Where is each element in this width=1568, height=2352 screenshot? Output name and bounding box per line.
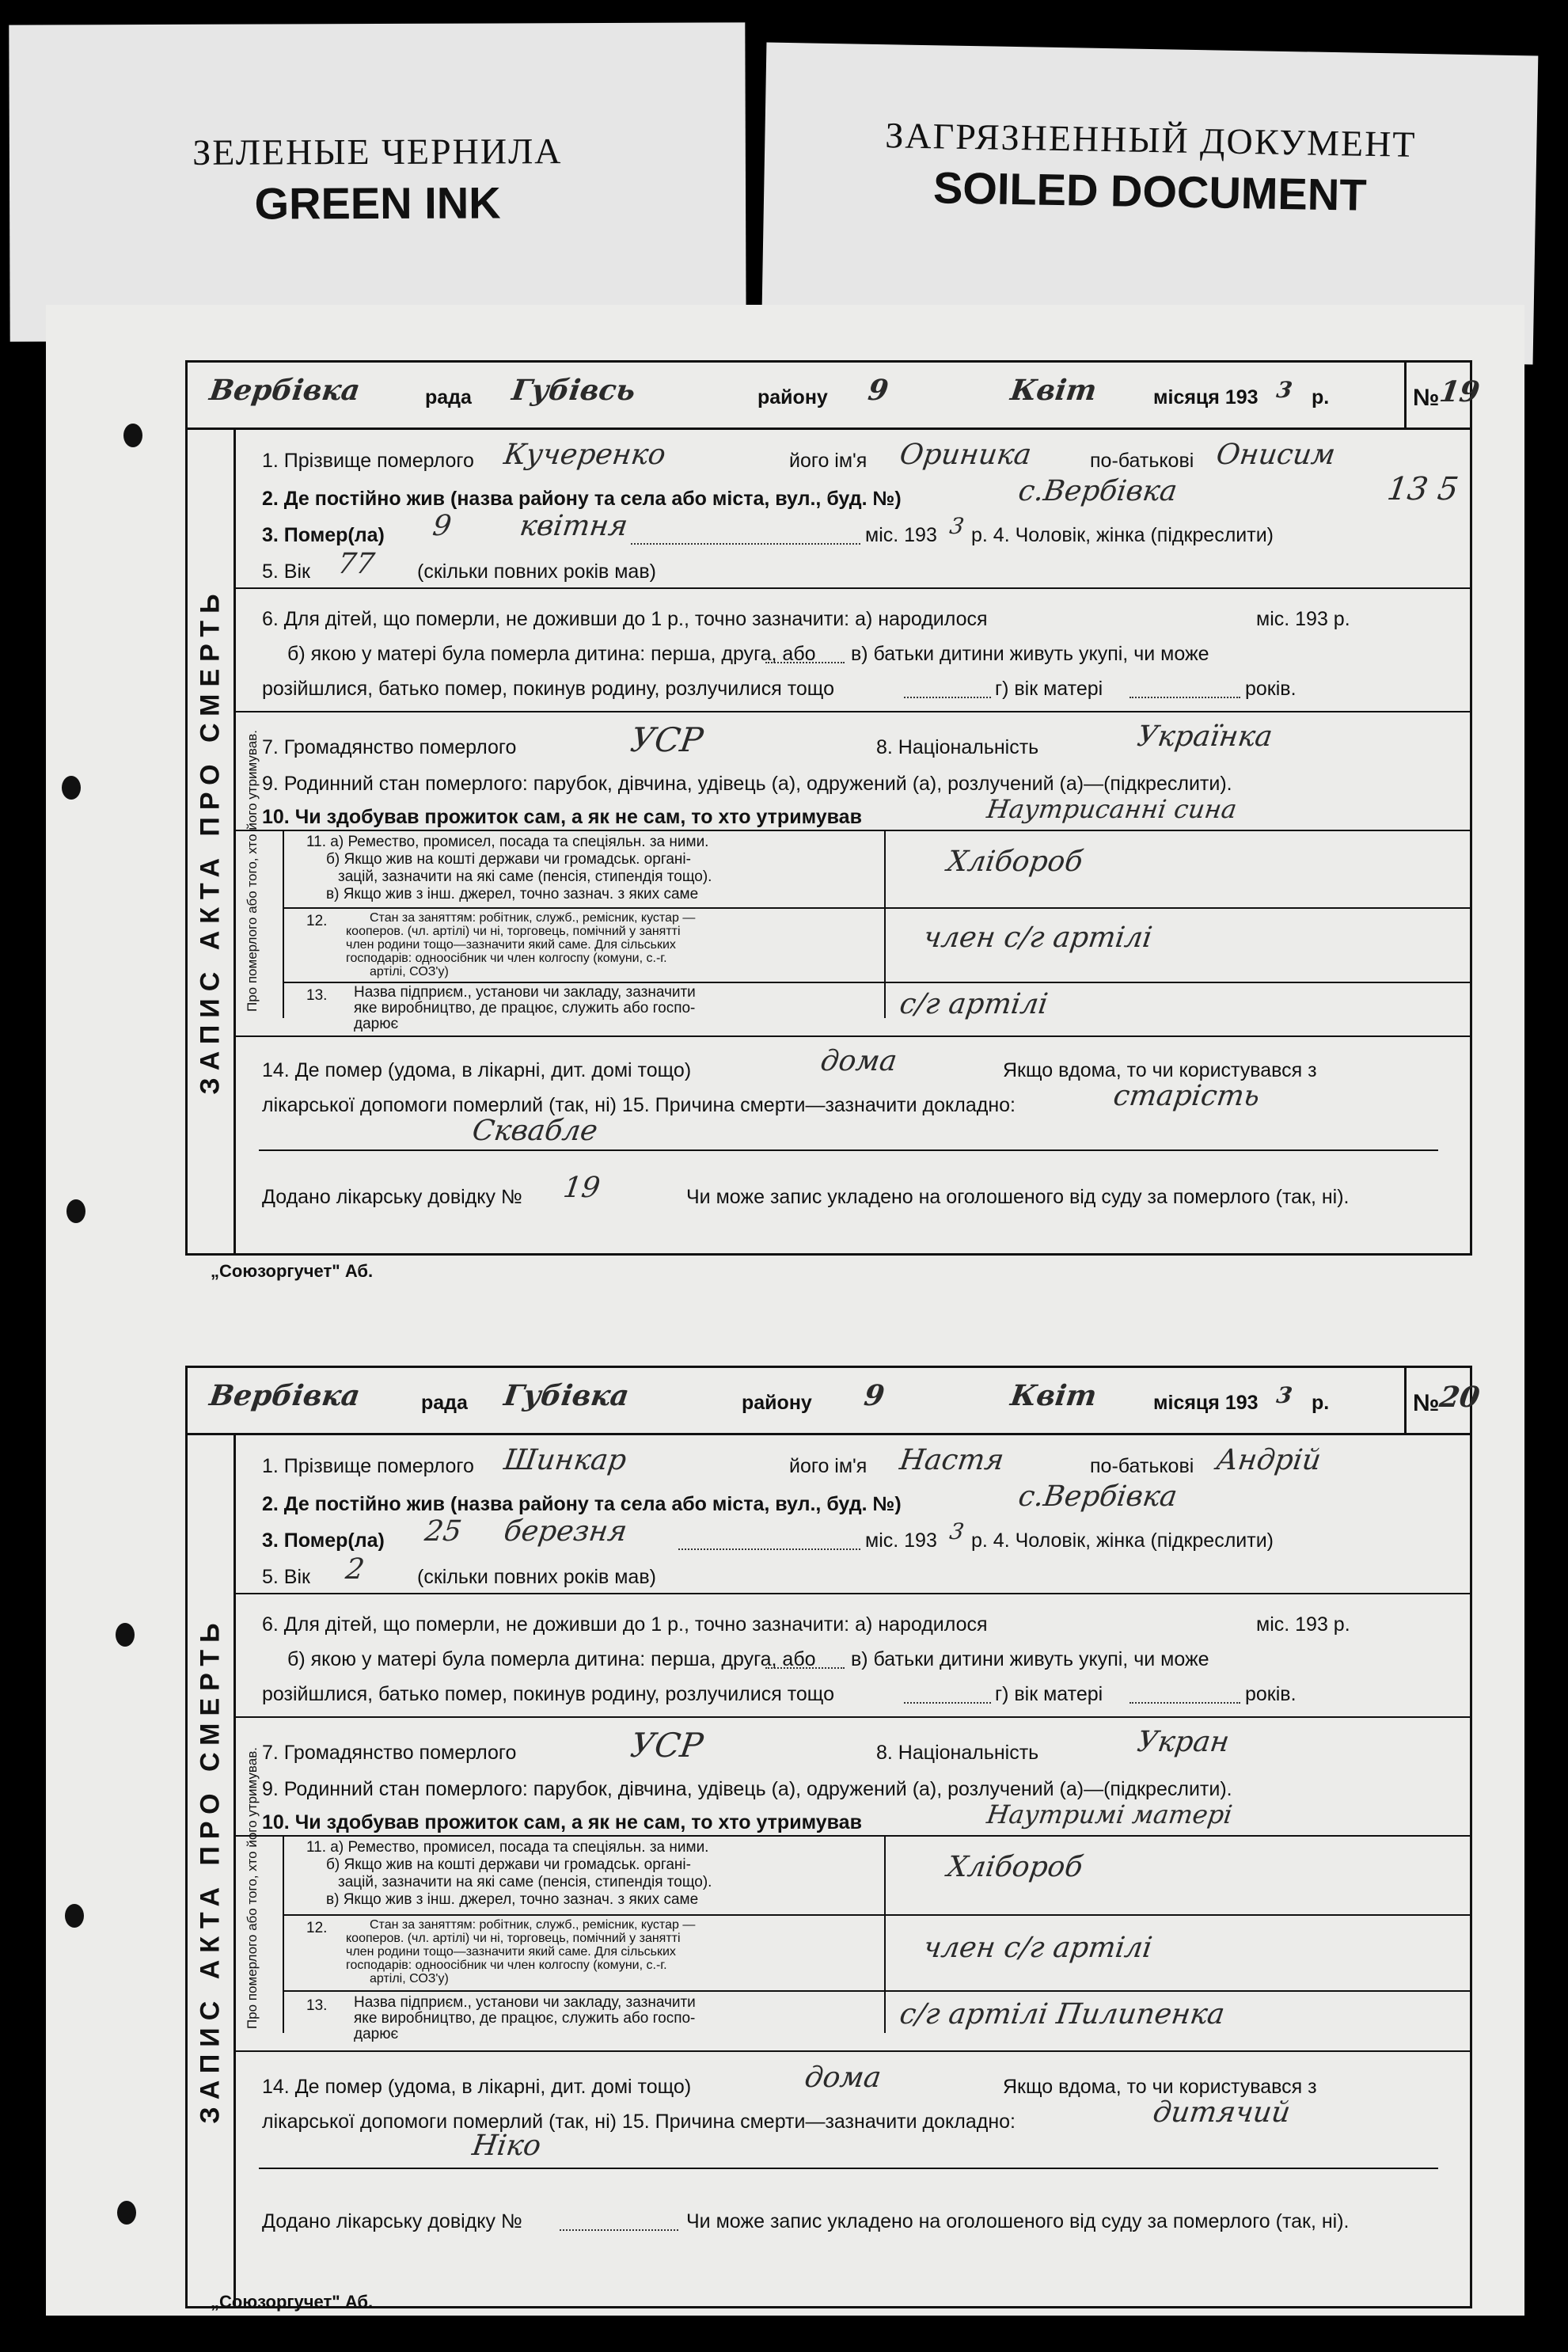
death-record-form-2 <box>185 1366 1483 2308</box>
death-day-value: 25 <box>423 1515 464 1548</box>
record-number-box <box>1404 1368 1483 1433</box>
status-label-d: господарів: одноосібник чи член колгоспу (комуни, с.-г. <box>346 1959 667 1972</box>
child-born-label: 6. Для дітей, що померли, не доживши до 1 р., точно зазначити: а) народилося <box>262 608 988 630</box>
vertical-title: ЗАПИС АКТА ПРО СМЕРТЬ <box>195 1615 226 2124</box>
workplace-number: 13. <box>306 987 328 1004</box>
court-label: Чи може запис укладено на оголошеного від суду за померлого (так, ні). <box>686 1186 1350 1208</box>
punch-hole <box>116 1623 135 1647</box>
patronymic-label: по-батькові <box>1090 1455 1194 1477</box>
vertical-title: ЗАПИС АКТА ПРО СМЕРТЬ <box>195 586 226 1095</box>
punch-hole <box>117 2201 136 2225</box>
occupation-value: Хлібороб <box>945 1851 1085 1883</box>
month-value: Квіт <box>1008 374 1099 407</box>
status-label-c: член родини тощо—зазначити який саме. Для сільських <box>346 938 676 952</box>
age-note: (скільки повних років мав) <box>417 1566 656 1588</box>
death-place-value: дома <box>803 2061 883 2094</box>
supported-by-value: Наутримі матері <box>985 1799 1235 1830</box>
punch-hole <box>65 1904 84 1928</box>
child-order-label: б) якою у матері була померла дитина: перша, друга, або <box>287 643 816 665</box>
workplace-label-a: Назва підприєм., установи чи закладу, зазначити <box>354 1994 696 2011</box>
name-label: його ім'я <box>789 1455 868 1477</box>
nationality-label: 8. Національність <box>876 736 1039 758</box>
occupation-label-a: 11. а) Ремество, промисел, посада та спеціяльн. за ними. <box>306 1839 709 1856</box>
label-english: GREEN INK <box>254 177 501 229</box>
vertical-title-bar <box>188 1433 236 2306</box>
number-label: № <box>1413 385 1440 411</box>
medical-help-value: Ніко <box>470 2130 543 2162</box>
residence-label: 2. Де постійно жив (назва району та села або міста, вул., буд. №) <box>262 488 902 510</box>
home-help-label: Якщо вдома, то чи користувався з <box>1003 2076 1317 2098</box>
misyatsia-label: місяця 193 <box>1153 386 1259 408</box>
workplace-value: с/г артілі Пилипенка <box>898 1998 1227 2031</box>
marital-status-label: 9. Родинний стан померлого: парубок, дівчина, удівець (а), одружений (а), розлучений (а)—(підкреслити). <box>262 773 1232 795</box>
surname-label: 1. Прізвище померлого <box>262 450 474 472</box>
margin-note: 13 5 <box>1384 471 1461 507</box>
death-year-label: міс. 193 <box>865 524 937 546</box>
workplace-value: с/г артілі <box>898 988 1050 1020</box>
label-english: SOILED DOCUMENT <box>932 162 1368 220</box>
age-label: 5. Вік <box>262 1566 310 1588</box>
age-value: 2 <box>344 1553 366 1586</box>
workplace-label-b: яке виробництво, де працює, служить або госпо- <box>354 1000 696 1016</box>
patronymic-label: по-батькові <box>1090 450 1194 472</box>
residence-value: с.Вербівка <box>1016 475 1179 507</box>
nationality-value: Укран <box>1135 1726 1232 1758</box>
medical-help-value: Сквабле <box>470 1115 600 1147</box>
village-value: Вербівка <box>207 374 363 407</box>
citizenship-value: УСР <box>628 1726 706 1765</box>
child-born-label: 6. Для дітей, що померли, не доживши до 1 р., точно зазначити: а) народилося <box>262 1613 988 1636</box>
record-number-box <box>1404 363 1483 427</box>
workplace-number: 13. <box>306 1997 328 2014</box>
child-born-month: міс. 193 р. <box>1256 1613 1350 1636</box>
parents-cont-label: розійшлися, батько помер, покинув родину, розлучилися тощо <box>262 1683 834 1705</box>
rayonu-label: району <box>742 1392 812 1414</box>
day-value: 9 <box>866 374 891 407</box>
occupation-label-b: б) Якщо жив на коштi держави чи громадськ. органі- <box>326 1856 691 1873</box>
occupation-label-c: зацій, зазначити на які саме (пенсія, стипендія тощо). <box>338 868 712 885</box>
year-digit: 3 <box>1274 1382 1294 1408</box>
nationality-value: Українка <box>1135 720 1275 753</box>
parents-label: в) батьки дитини живуть укупі, чи може <box>851 1648 1209 1670</box>
home-help-label: Якщо вдома, то чи користувався з <box>1003 1059 1317 1081</box>
mother-age-label: г) вік матері <box>995 1683 1103 1705</box>
name-label: його ім'я <box>789 450 868 472</box>
workplace-label-a: Назва підприєм., установи чи закладу, зазначити <box>354 984 696 1001</box>
status-label-d: господарів: одноосібник чи член колгоспу (комуни, с.-г. <box>346 952 667 965</box>
death-year-digit: 3 <box>947 1518 966 1545</box>
citizenship-label: 7. Громадянство померлого <box>262 736 517 758</box>
record-number: 19 <box>1437 375 1483 408</box>
citizenship-label: 7. Громадянство померлого <box>262 1742 517 1764</box>
occupation-label-d: в) Якщо жив з інш. джерел, точно зазнач. з яких саме <box>326 1891 699 1908</box>
punch-hole <box>62 776 81 800</box>
status-label-c: член родини тощо—зазначити який саме. Для сільських <box>346 1945 676 1959</box>
status-value: член с/г артілі <box>921 921 1155 954</box>
label-russian: ЗАГРЯЗНЕННЫЙ ДОКУМЕНТ <box>884 115 1417 165</box>
cause-value: дитячий <box>1151 2096 1293 2129</box>
years-label: років. <box>1245 1683 1297 1705</box>
mother-age-label: г) вік матері <box>995 678 1103 700</box>
death-month-value: березня <box>502 1515 629 1548</box>
occupation-label-d: в) Якщо жив з інш. джерел, точно зазнач. з яких саме <box>326 886 699 902</box>
patronymic-value: Андрій <box>1214 1444 1323 1476</box>
workplace-label-c: дарює <box>354 2026 399 2042</box>
r-label: р. <box>1312 386 1330 408</box>
name-value: Ориника <box>898 439 1034 471</box>
side-subtitle: Про померлого або того, хто його утримував. <box>245 1747 260 2029</box>
document-sheet <box>46 305 1524 2316</box>
status-number: 12. <box>306 913 328 929</box>
status-label-a: Стан за заняттям: робітник, служб., ремісник, кустар — <box>370 911 696 925</box>
age-note: (скільки повних років мав) <box>417 560 656 583</box>
punch-hole <box>66 1199 85 1223</box>
status-label-b: кооперов. (чл. артілі) чи ні, торговець, помічний у занятті <box>346 1932 681 1945</box>
residence-value: с.Вербівка <box>1016 1480 1179 1513</box>
death-place-label: 14. Де помер (удома, в лікарні, дит. домі тощо) <box>262 1059 692 1081</box>
child-order-label: б) якою у матері була померла дитина: перша, друга, або <box>287 1648 816 1670</box>
side-subtitle: Про померлого або того, хто його утримував. <box>245 730 260 1012</box>
rada-label: рада <box>421 1392 468 1414</box>
death-record-form-1 <box>185 360 1483 1256</box>
cause-label: лікарської допомоги померлий (так, ні) 15. Причина смерти—зазначити докладно: <box>262 2111 1016 2133</box>
status-number: 12. <box>306 1920 328 1936</box>
form-footer: „Союзоргучет" Аб. <box>211 2292 374 2312</box>
death-day-value: 9 <box>431 510 454 542</box>
year-digit: 3 <box>1274 377 1294 403</box>
death-date-label: 3. Помер(ла) <box>262 1529 385 1552</box>
parents-label: в) батьки дитини живуть укупі, чи може <box>851 643 1209 665</box>
occupation-label-c: зацій, зазначити на які саме (пенсія, стипендія тощо). <box>338 1874 712 1890</box>
certificate-value: 19 <box>561 1172 602 1204</box>
day-value: 9 <box>862 1379 887 1412</box>
label-russian: ЗЕЛЕНЫЕ ЧЕРНИЛА <box>192 131 563 173</box>
parents-cont-label: розійшлися, батько помер, покинув родину, розлучилися тощо <box>262 678 834 700</box>
council-value: Губівсь <box>510 374 638 407</box>
number-label: № <box>1413 1390 1440 1416</box>
court-label: Чи може запис укладено на оголошеного від суду за померлого (так, ні). <box>686 2210 1350 2232</box>
form-header <box>188 363 1483 430</box>
patronymic-value: Онисим <box>1214 439 1338 471</box>
punch-hole <box>123 424 142 447</box>
death-place-value: дома <box>818 1045 899 1077</box>
village-value: Вербівка <box>207 1379 363 1412</box>
supported-by-value: Наутрисанні сина <box>985 794 1239 824</box>
rayonu-label: району <box>757 386 828 408</box>
status-label-b: кооперов. (чл. артілі) чи ні, торговець, помічний у занятті <box>346 925 681 938</box>
surname-value: Кучеренко <box>502 439 668 471</box>
age-value: 77 <box>336 548 377 580</box>
record-number: 20 <box>1437 1381 1483 1414</box>
vertical-title-bar <box>188 427 236 1253</box>
supported-by-label: 10. Чи здобував прожиток сам, а як не сам, то хто утримував <box>262 1811 862 1833</box>
status-label-e: артілі, СОЗ'у) <box>370 1972 449 1985</box>
nationality-label: 8. Національність <box>876 1742 1039 1764</box>
supported-by-label: 10. Чи здобував прожиток сам, а як не сам, то хто утримував <box>262 806 862 828</box>
certificate-label: Додано лікарську довідку № <box>262 2210 522 2232</box>
death-year-digit: 3 <box>947 513 966 539</box>
occupation-value: Хлібороб <box>945 845 1085 878</box>
status-label-e: артілі, СОЗ'у) <box>370 965 449 978</box>
death-date-label: 3. Помер(ла) <box>262 524 385 546</box>
death-month-value: квітня <box>518 510 630 542</box>
gender-label: р. 4. Чоловік, жінка (підкреслити) <box>971 1529 1274 1552</box>
form-header <box>188 1368 1483 1435</box>
name-value: Настя <box>898 1444 1006 1476</box>
occupation-label-a: 11. а) Ремество, промисел, посада та спеціяльн. за ними. <box>306 834 709 850</box>
status-value: член с/г артілі <box>921 1932 1155 1964</box>
misyatsia-label: місяця 193 <box>1153 1392 1259 1414</box>
cause-label: лікарської допомоги померлий (так, ні) 15. Причина смерти—зазначити докладно: <box>262 1094 1016 1116</box>
surname-label: 1. Прізвище померлого <box>262 1455 474 1477</box>
workplace-label-c: дарює <box>354 1016 399 1032</box>
occupation-label-b: б) Якщо жив на коштi держави чи громадськ. органі- <box>326 851 691 868</box>
death-place-label: 14. Де помер (удома, в лікарні, дит. домі тощо) <box>262 2076 692 2098</box>
rada-label: рада <box>425 386 472 408</box>
gender-label: р. 4. Чоловік, жінка (підкреслити) <box>971 524 1274 546</box>
r-label: р. <box>1312 1392 1330 1414</box>
child-born-month: міс. 193 р. <box>1256 608 1350 630</box>
death-year-label: міс. 193 <box>865 1529 937 1552</box>
workplace-label-b: яке виробництво, де працює, служить або госпо- <box>354 2010 696 2027</box>
marital-status-label: 9. Родинний стан померлого: парубок, дівчина, удівець (а), одружений (а), розлучений (а)—(підкреслити). <box>262 1778 1232 1800</box>
years-label: років. <box>1245 678 1297 700</box>
month-value: Квіт <box>1008 1379 1099 1412</box>
residence-label: 2. Де постійно жив (назва району та села або міста, вул., буд. №) <box>262 1493 902 1515</box>
cause-value: старість <box>1111 1080 1262 1112</box>
certificate-label: Додано лікарську довідку № <box>262 1186 522 1208</box>
status-label-a: Стан за заняттям: робітник, служб., ремісник, кустар — <box>370 1918 696 1932</box>
age-label: 5. Вік <box>262 560 310 583</box>
surname-value: Шинкар <box>502 1444 628 1476</box>
green-ink-label <box>9 22 746 341</box>
form-footer: „Союзоргучет" Аб. <box>211 1261 374 1281</box>
council-value: Губівка <box>502 1379 632 1412</box>
citizenship-value: УСР <box>628 720 706 759</box>
